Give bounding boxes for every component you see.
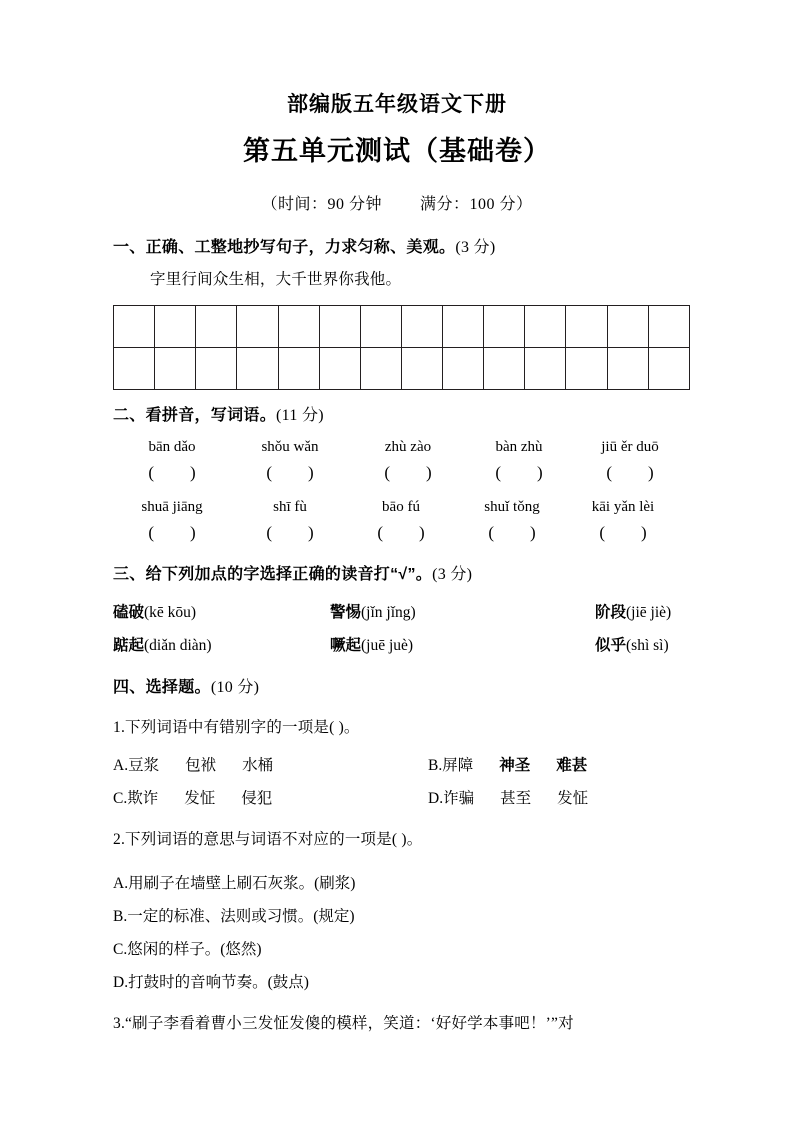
grid-cell[interactable] — [319, 348, 360, 390]
answer-blank[interactable]: ( ) — [377, 523, 425, 542]
section-1-sentence: 字里行间众生相，大千世界你我他。 — [150, 271, 402, 288]
pinyin-label: shī fù — [273, 499, 307, 515]
handwriting-grid[interactable] — [113, 305, 690, 390]
grid-cell[interactable] — [525, 348, 566, 390]
question-2-option-c[interactable]: C.悠闲的样子。(悠然) — [113, 941, 262, 958]
section-1-heading — [0, 234, 794, 257]
page-subtitle: 第五单元测试（基础卷） — [243, 136, 551, 167]
choice-option-a[interactable] — [113, 753, 273, 775]
reading-options[interactable]: (jǐn jǐng) — [361, 604, 416, 621]
question-2-option-b[interactable]: B.一定的标准、法则或习惯。(规定) — [113, 908, 355, 925]
section-4-points: (10 分) — [210, 679, 260, 696]
pinyin-row-2 — [0, 499, 794, 523]
pinyin-label: kāi yǎn lèi — [591, 499, 655, 515]
pinyin-row-1 — [0, 439, 794, 463]
grid-cell[interactable] — [443, 306, 484, 348]
choice-word: 诈骗 — [443, 790, 475, 807]
word-label: 警惕 — [330, 604, 362, 621]
question-1-choice-row-1 — [0, 753, 794, 786]
choice-label: C. — [113, 790, 128, 807]
pinyin-label: jiū ěr duō — [601, 439, 659, 455]
section-4-heading — [0, 674, 794, 697]
choice-word: 包袱 — [185, 757, 217, 774]
grid-cell[interactable] — [443, 348, 484, 390]
grid-cell[interactable] — [114, 348, 155, 390]
pinyin-label: zhù zào — [384, 439, 432, 455]
pronunciation-row-1 — [0, 600, 794, 633]
handwriting-grid-wrapper — [0, 289, 794, 390]
word-label: 噘起 — [330, 637, 362, 654]
choice-word: 欺诈 — [127, 790, 159, 807]
answer-blank[interactable]: ( ) — [606, 463, 654, 482]
grid-cell[interactable] — [278, 348, 319, 390]
answer-blank[interactable]: ( ) — [266, 523, 314, 542]
answer-blank-row-2 — [0, 523, 794, 551]
pinyin-label: shuā jiāng — [141, 499, 203, 515]
question-2-option-d[interactable]: D.打鼓时的音响节奏。(鼓点) — [113, 974, 309, 991]
grid-cell[interactable] — [648, 306, 689, 348]
section-3-heading — [0, 561, 794, 584]
pronunciation-item[interactable] — [113, 600, 196, 622]
pronunciation-item[interactable] — [330, 633, 413, 655]
answer-blank[interactable]: ( ) — [148, 463, 196, 482]
grid-cell[interactable] — [360, 306, 401, 348]
word-label: 磕破 — [113, 604, 145, 621]
choice-option-c[interactable] — [113, 786, 272, 808]
grid-cell[interactable] — [401, 306, 442, 348]
grid-cell[interactable] — [278, 306, 319, 348]
reading-options[interactable]: (jiē jiè) — [626, 604, 672, 621]
grid-cell[interactable] — [484, 306, 525, 348]
grid-cell[interactable] — [114, 306, 155, 348]
pronunciation-item[interactable] — [595, 600, 671, 622]
answer-blank[interactable]: ( ) — [495, 463, 543, 482]
pronunciation-item[interactable] — [330, 600, 416, 622]
grid-cell[interactable] — [237, 306, 278, 348]
grid-cell[interactable] — [484, 348, 525, 390]
section-1-points: (3 分) — [455, 239, 496, 256]
section-3-title: 三、给下列加点的字选择正确的读音打“√”。 — [113, 566, 433, 583]
pinyin-label: shǒu wǎn — [261, 439, 319, 455]
answer-blank-row-1 — [0, 463, 794, 491]
pinyin-label: bàn zhù — [495, 439, 543, 455]
reading-options[interactable]: (kē kōu) — [144, 604, 197, 621]
choice-word: 神圣 — [499, 757, 531, 774]
grid-cell[interactable] — [607, 348, 648, 390]
choice-label: B. — [428, 757, 443, 774]
section-1-title: 一、正确、工整地抄写句子，力求匀称、美观。 — [113, 239, 456, 256]
page-title: 部编版五年级语文下册 — [287, 93, 507, 116]
pinyin-label: bāo fú — [382, 499, 420, 515]
pronunciation-row-2 — [0, 633, 794, 666]
question-1-choice-row-2 — [0, 786, 794, 819]
grid-cell[interactable] — [196, 348, 237, 390]
word-label: 阶段 — [595, 604, 627, 621]
grid-cell[interactable] — [566, 306, 607, 348]
grid-cell[interactable] — [155, 348, 196, 390]
section-3-points: (3 分) — [432, 566, 473, 583]
pronunciation-item[interactable] — [595, 633, 669, 655]
grid-cell[interactable] — [155, 306, 196, 348]
question-3-stem: 3.“刷子李看着曹小三发怔发傻的模样，笑道：‘好好学本事吧！’”对 — [113, 1015, 574, 1032]
choice-word: 发怔 — [557, 790, 589, 807]
reading-options[interactable]: (juē juè) — [361, 637, 414, 654]
choice-label: A. — [113, 757, 129, 774]
answer-blank[interactable]: ( ) — [266, 463, 314, 482]
grid-cell[interactable] — [360, 348, 401, 390]
word-label: 似乎 — [595, 637, 627, 654]
grid-cell[interactable] — [607, 306, 648, 348]
choice-word: 发怔 — [184, 790, 216, 807]
reading-options[interactable]: (shì sì) — [626, 637, 669, 654]
reading-options[interactable]: (diǎn diàn) — [144, 637, 212, 654]
grid-cell[interactable] — [401, 348, 442, 390]
pronunciation-item[interactable] — [113, 633, 212, 655]
grid-cell[interactable] — [319, 306, 360, 348]
answer-blank[interactable]: ( ) — [384, 463, 432, 482]
grid-cell[interactable] — [196, 306, 237, 348]
answer-blank[interactable]: ( ) — [599, 523, 647, 542]
pinyin-label: shuǐ tǒng — [484, 499, 540, 515]
choice-option-b[interactable] — [428, 753, 587, 775]
grid-cell[interactable] — [525, 306, 566, 348]
choice-word: 难甚 — [556, 757, 588, 774]
pinyin-label: bān dǎo — [148, 439, 196, 455]
choice-word: 甚至 — [500, 790, 532, 807]
table-row[interactable] — [114, 348, 690, 390]
choice-word: 屏障 — [442, 757, 474, 774]
answer-blank[interactable]: ( ) — [488, 523, 536, 542]
question-2-option-a[interactable]: A.用刷子在墙壁上刷石灰浆。(刷浆) — [113, 875, 356, 892]
grid-cell[interactable] — [648, 348, 689, 390]
choice-word: 侵犯 — [241, 790, 273, 807]
section-2-heading — [0, 402, 794, 425]
choice-word: 豆浆 — [128, 757, 160, 774]
question-2-stem: 2.下列词语的意思与词语不对应的一项是( )。 — [113, 831, 423, 848]
word-label: 踮起 — [113, 637, 145, 654]
section-2-title: 二、看拼音，写词语。 — [113, 407, 277, 424]
choice-word: 水桶 — [242, 757, 274, 774]
exam-duration: （时间：90 分钟 — [261, 196, 382, 213]
grid-cell[interactable] — [566, 348, 607, 390]
exam-meta — [0, 169, 794, 214]
choice-label: D. — [428, 790, 444, 807]
question-1-stem: 1.下列词语中有错别字的一项是( )。 — [113, 719, 360, 736]
exam-total-score: 满分：100 分） — [420, 196, 533, 213]
answer-blank[interactable]: ( ) — [148, 523, 196, 542]
section-4-title: 四、选择题。 — [113, 679, 211, 696]
choice-option-d[interactable] — [428, 786, 588, 808]
section-2-points: (11 分) — [276, 407, 324, 424]
table-row[interactable] — [114, 306, 690, 348]
grid-cell[interactable] — [237, 348, 278, 390]
